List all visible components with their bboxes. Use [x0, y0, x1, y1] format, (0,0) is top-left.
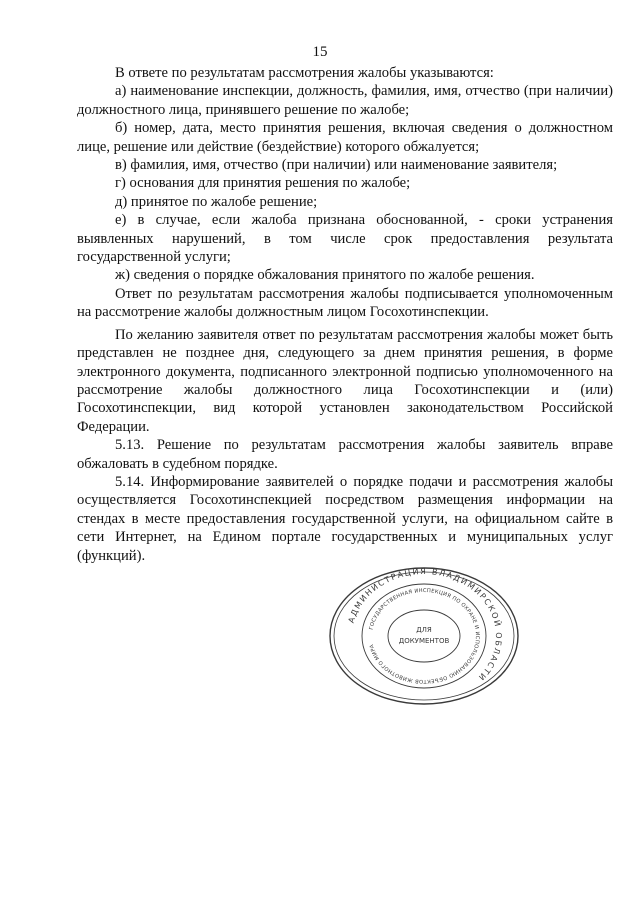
- stamp-outer-text: АДМИНИСТРАЦИЯ ВЛАДИМИРСКОЙ ОБЛАСТИ: [346, 566, 504, 683]
- paragraph-item-v: в) фамилия, имя, отчество (при наличии) или наименование заявителя;: [115, 157, 558, 174]
- paragraph-answer-signed: Ответ по результатам рассмотрения жалобы подписывается уполномоченным на рассмотрение жалобы должностным лицом Госохотинспекции.: [77, 285, 613, 321]
- stamp-center-line2: ДОКУМЕНТОВ: [398, 637, 450, 645]
- stamp-center-line1: ДЛЯ: [416, 626, 432, 634]
- paragraph-item-d: д) принятое по жалобе решение;: [115, 193, 318, 210]
- paragraph-item-b: б) номер, дата, место принятия решения, включая сведения о должностном лице, решение или действие (бездействие) которого обжалуется;: [77, 120, 613, 155]
- official-stamp: [326, 566, 522, 706]
- paragraph-intro: В ответе по результатам рассмотрения жалобы указываются:: [115, 65, 494, 81]
- paragraph-item-e: е) в случае, если жалоба признана обоснованной, - сроки устранения выявленных нарушений, в том числе срок предоставления результата государственной услуги;: [77, 212, 613, 266]
- paragraph-electronic-answer: По желанию заявителя ответ по результатам рассмотрения жалобы может быть представлен не позднее дня, следующего за днем принятия решения, в форме электронного документа, подписанного электронной подписью уполномоченного на рассмотрение жалобы должностного лица Госохотинспекции и (или) Госохотинспекции, вид которой установлен законодательством Российской Федерации.: [77, 326, 613, 435]
- paragraph-5-14: 5.14. Информирование заявителей о порядке подачи и рассмотрения жалобы осуществляется Госохотинспекцией посредством размещения информации на стендах в месте предоставления государственной услуги, на официальном сайте в сети Интернет, на Едином портале государственных и муниципальных услуг (функций).: [77, 473, 613, 564]
- paragraph-item-a: а) наименование инспекции, должность, фамилия, имя, отчество (при наличии) должностного лица, принявшего решение по жалобе;: [77, 83, 613, 118]
- paragraph-item-zh: ж) сведения о порядке обжалования принятого по жалобе решения.: [115, 267, 535, 284]
- stamp-inner-text: ГОСУДАРСТВЕННАЯ ИНСПЕКЦИЯ ПО ОХРАНЕ И ИСПОЛЬЗОВАНИЮ ОБЪЕКТОВ ЖИВОТНОГО МИРА: [368, 587, 481, 685]
- document-body: [77, 64, 613, 565]
- page-number: 15: [312, 44, 328, 60]
- svg-text:ГОСУДАРСТВЕННАЯ ИНСПЕКЦИЯ ПО О: [369, 588, 481, 684]
- paragraph-item-g: г) основания для принятия решения по жалобе;: [115, 175, 411, 192]
- paragraph-5-13: 5.13. Решение по результатам рассмотрения жалобы заявитель вправе обжаловать в судебном порядке.: [77, 437, 613, 472]
